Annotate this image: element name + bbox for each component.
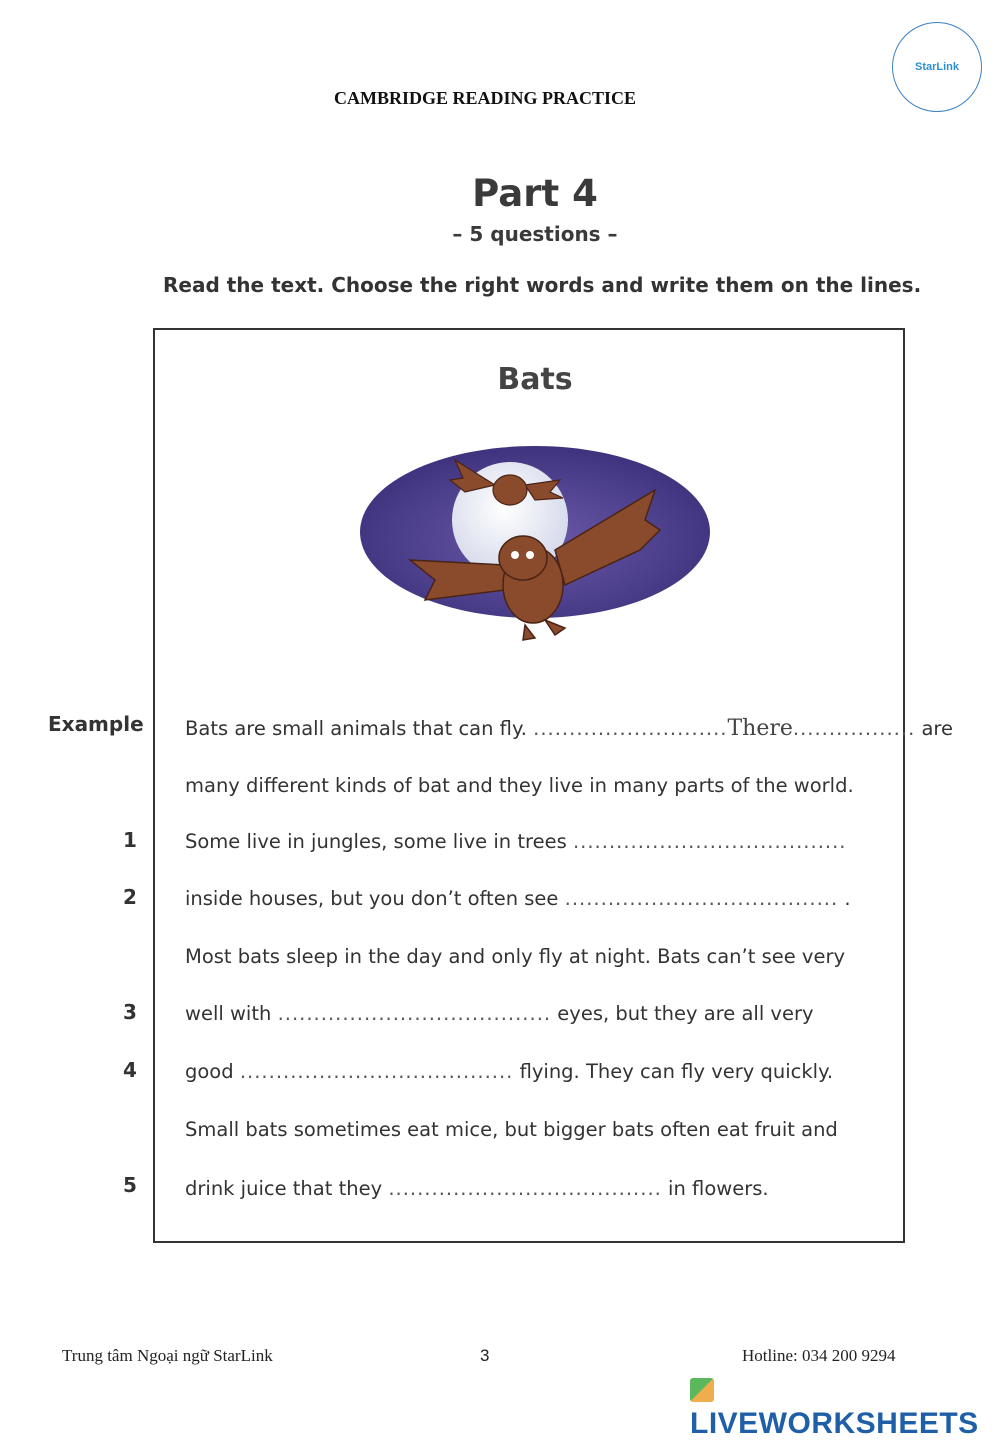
passage-line-q2: inside houses, but you don’t often see ...................................... .: [185, 887, 851, 910]
question-number-5: 5: [123, 1173, 137, 1197]
footer-center-name: Trung tâm Ngoại ngữ StarLink: [62, 1346, 273, 1365]
footer-hotline: Hotline: 034 200 9294: [742, 1346, 896, 1365]
passage-line-q4: good ...................................... flying. They can fly very quickly.: [185, 1060, 834, 1083]
example-answer: There: [727, 716, 793, 741]
answer-blank-5[interactable]: ......................................: [388, 1177, 662, 1200]
bat-illustration: [355, 440, 715, 660]
question-number-1: 1: [123, 828, 137, 852]
liveworksheets-brand[interactable]: LIVEWORKSHEETS: [690, 1373, 999, 1441]
page-header-title: CAMBRIDGE READING PRACTICE: [333, 88, 637, 108]
passage-line: many different kinds of bat and they live in many parts of the world.: [185, 774, 854, 797]
part-subtitle: – 5 questions –: [452, 222, 618, 246]
answer-blank-2[interactable]: ......................................: [564, 887, 839, 910]
answer-blank-4[interactable]: ......................................: [239, 1060, 514, 1083]
question-number-4: 4: [123, 1058, 137, 1082]
answer-blank-1[interactable]: ......................................: [572, 830, 847, 853]
passage-line: Small bats sometimes eat mice, but bigger bats often eat fruit and: [185, 1118, 838, 1141]
passage-line-example: Bats are small animals that can fly. ...........................There................. are: [185, 716, 953, 741]
passage-line-q3: well with ...................................... eyes, but they are all very: [185, 1002, 814, 1025]
part-title: Part 4: [472, 172, 598, 215]
passage-line: Most bats sleep in the day and only fly at night. Bats can’t see very: [185, 945, 846, 968]
example-label: Example: [48, 712, 144, 736]
liveworksheets-icon: [690, 1378, 714, 1402]
page-number: 3: [480, 1346, 490, 1365]
starlink-logo: [892, 22, 982, 112]
answer-blank-3[interactable]: ......................................: [277, 1002, 552, 1025]
logo-text: StarLink: [914, 61, 959, 73]
instruction-text: Read the text. Choose the right words and write them on the lines.: [163, 273, 922, 297]
passage-title: Bats: [497, 362, 573, 397]
question-number-3: 3: [123, 1000, 137, 1024]
passage-line-q5: drink juice that they ...................................... in flowers.: [185, 1177, 769, 1200]
question-number-2: 2: [123, 885, 137, 909]
passage-line-q1: Some live in jungles, some live in trees ......................................: [185, 830, 847, 853]
